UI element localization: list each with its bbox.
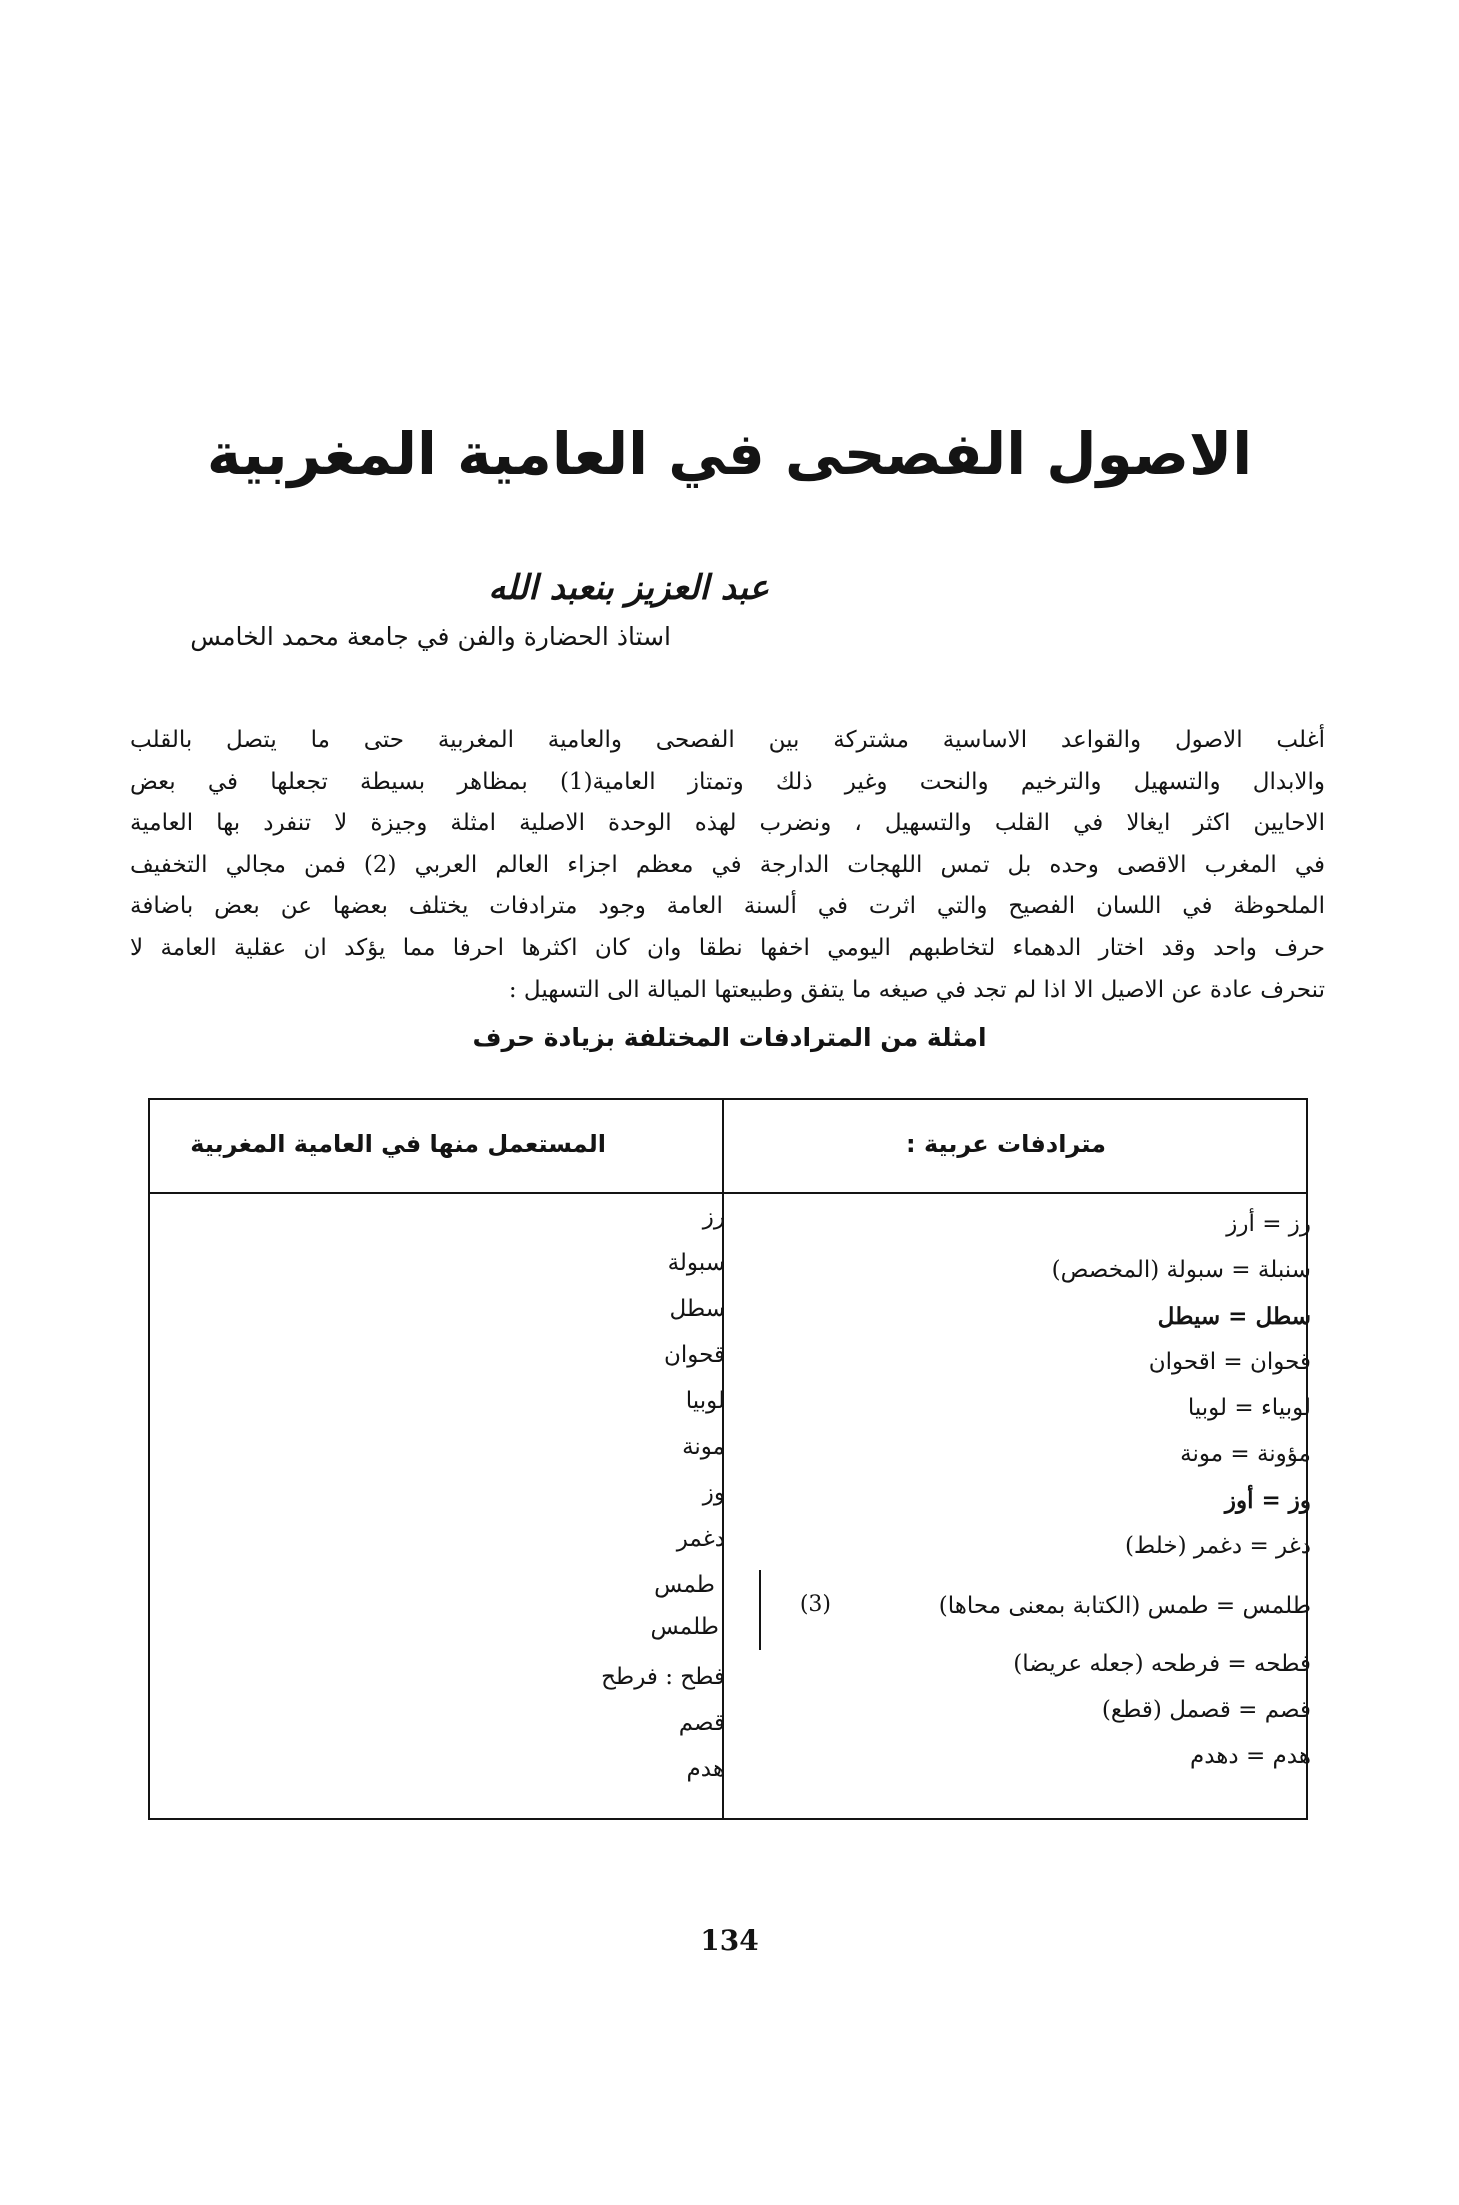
paragraph-line: أغلب الاصول والقواعد الاساسية مشتركة بين الفصحى والعامية المغربية حتى ما يتصل بالقلب: [130, 727, 1325, 753]
synonym-row: سطل = سيطل: [1157, 1303, 1311, 1330]
column-header-arabic-synonyms: مترادفات عربية :: [906, 1130, 1106, 1158]
column-header-colloquial-usage: المستعمل منها في العامية المغربية: [190, 1130, 606, 1158]
synonym-row: دغر = دغمر (خلط): [1124, 1533, 1311, 1559]
paragraph-line: والابدال والتسهيل والترخيم والنحت وغير ذلك وتمتاز العامية(1) بمظاهر بسيطة تجعلها في بعض: [130, 768, 1325, 795]
colloquial-row: لوبيا: [685, 1388, 725, 1414]
colloquial-row: طلمس: [650, 1614, 719, 1640]
synonym-row: رز = أرز: [1226, 1211, 1311, 1237]
paragraph-line: تنحرف عادة عن الاصيل الا اذا لم تجد في صيغه ما يتفق وطبيعتها الميالة الى التسهيل :: [508, 976, 1325, 1003]
synonym-row: هدم = دهدم: [1189, 1743, 1311, 1769]
intro-paragraph: [130, 720, 1325, 1011]
colloquial-row: رز: [702, 1204, 725, 1230]
colloquial-row: وز: [702, 1480, 725, 1506]
colloquial-row: دغمر: [676, 1526, 725, 1552]
grouping-bracket: [759, 1570, 771, 1650]
colloquial-row: قصم: [678, 1710, 725, 1736]
paragraph-line: في المغرب الاقصى وحده بل تمس اللهجات الدارجة في معظم اجزاء العالم العربي (2) فمن مجالي التخفيف: [130, 851, 1325, 878]
synonym-row: وز = أوز: [1224, 1487, 1311, 1514]
synonym-row: لوبياء = لوبيا: [1187, 1395, 1311, 1421]
table-header-divider: [150, 1192, 1306, 1194]
synonym-row: سنبلة = سبولة (المخصص): [1051, 1257, 1311, 1283]
paragraph-line: حرف واحد وقد اختار الدهماء لتخاطبهم اليومي اخفها نطقا وان كان اكثرها احرفا مما يؤكد ان عقلية العامة لا: [130, 934, 1325, 961]
table-title: امثلة من المترادفات المختلفة بزيادة حرف: [472, 1023, 987, 1052]
synonym-row: فطحه = فرطحه (جعله عريضا): [1013, 1651, 1311, 1677]
colloquial-row: فطح : فرطح: [601, 1664, 725, 1690]
colloquial-row: هدم: [686, 1756, 725, 1782]
article-title: الاصول الفصحى في العامية المغربية: [206, 420, 1253, 488]
synonym-row: قصم = قصمل (قطع): [1101, 1697, 1311, 1723]
colloquial-row: طمس: [654, 1572, 715, 1598]
colloquial-row: مونة: [682, 1434, 725, 1460]
synonym-row: قحوان = اقحوان: [1148, 1349, 1311, 1375]
author-affiliation: استاذ الحضارة والفن في جامعة محمد الخامس: [190, 622, 671, 651]
synonym-row: طلمس = طمس (الكتابة بمعنى محاها): [938, 1593, 1311, 1619]
author-name: عبد العزيز بنعبد الله: [488, 568, 769, 608]
paragraph-line: الاحايين اكثر ايغالا في القلب والتسهيل ، ونضرب لهذه الوحدة الاصلية امثلة وجيزة لا تنفرد بها العامية: [130, 810, 1325, 837]
colloquial-row: قحوان: [663, 1342, 725, 1368]
page-number: 134: [700, 1924, 759, 1957]
colloquial-row: سطل: [669, 1296, 725, 1322]
footnote-marker: (3): [799, 1592, 831, 1617]
colloquial-row: سبولة: [667, 1250, 725, 1276]
synonym-row: مؤونة = مونة: [1180, 1441, 1311, 1467]
paragraph-line: الملحوظة في اللسان الفصيح والتي اثرت في ألسنة العامة وجود مترادفات يختلف بعضها عن بعض باضافة: [130, 893, 1325, 920]
